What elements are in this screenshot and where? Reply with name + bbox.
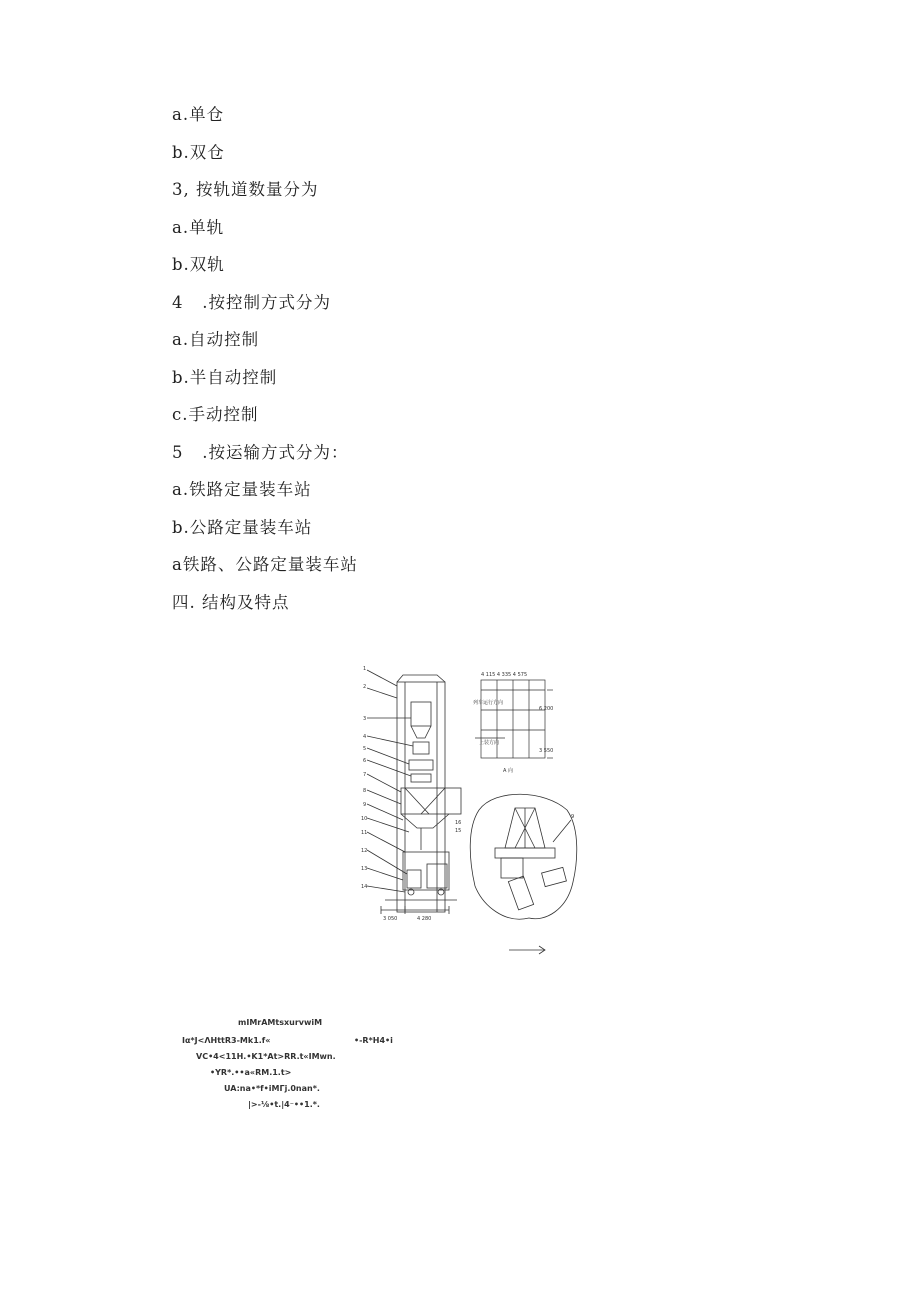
plan-view [470,794,577,954]
text-line: a铁路、公路定量装车站 [172,555,358,574]
garbled-caption-line: mIMrAMtsxurvwiM [238,1018,323,1027]
callout-label: 15 [455,828,462,834]
text-line: b.双仓 [172,142,225,162]
callout-label: 5 [363,746,367,752]
text-line: b.双轨 [172,255,225,274]
dimension-label: 4 280 [417,916,432,922]
text-line: b.半自动控制 [172,367,278,387]
technical-drawing [345,660,583,965]
callout-label: 9 [363,802,367,808]
garbled-caption-line: •YR*.••a«RM.1.t> [210,1068,292,1077]
station-drawing-figure [345,660,583,965]
text-line: 3, 按轨道数量分为 [172,180,319,199]
text-lines [172,96,358,621]
a-direction-view [475,680,553,758]
callout-label: 1 [363,666,367,672]
elevation-view [367,670,461,914]
loading-direction-label: 上装方向 [479,740,500,746]
callout-label: 8 [363,788,367,794]
callout-label: 10 [361,816,368,822]
text-line: a.铁路定量装车站 [172,480,312,499]
garbled-caption-line: •-R*H4•i [354,1036,393,1045]
text-line: 5 .按运输方式分为： [172,442,349,462]
callout-label: 13 [361,866,368,872]
text-line: b.公路定量装车站 [172,517,313,537]
section-heading: 四. 结构及特点 [172,592,290,612]
garbled-caption-line: UA:na•*f•iMΓj.0nan*. [224,1084,320,1093]
view-label: A 向 [503,768,514,774]
dimension-label: 3 050 [383,916,398,922]
text-line: a.单仓 [172,105,225,124]
text-line: c.手动控制 [172,405,259,424]
garbled-caption-line: VC•4<11H.•K1*At>RR.t«IMwn. [196,1052,336,1061]
callout-label: 9 [571,814,575,820]
text-line: 4 .按控制方式分为 [172,292,331,312]
dimension-label: 3 550 [539,748,554,754]
garbled-caption-line: Iα*J<ΛHttR3-Mk1.f« [182,1036,271,1045]
callout-label: 12 [361,848,368,854]
callout-label: 14 [361,884,368,890]
train-direction-label: 列车运行方向 [473,700,504,706]
dimension-label: 4 115 4 335 4 575 [481,672,528,678]
callout-label: 3 [363,716,367,722]
garbled-caption-line: |>-⅛•t.|4⁻••1.*. [248,1100,320,1109]
callout-label: 16 [455,820,462,826]
text-line: a.单轨 [172,217,225,237]
callout-label: 7 [363,772,367,778]
callout-label: 6 [363,758,367,764]
callout-label: 4 [363,734,367,740]
dimension-label: 6 200 [539,706,554,712]
text-line: a.自动控制 [172,330,260,349]
callout-label: 2 [363,684,367,690]
callout-label: 11 [361,830,368,836]
